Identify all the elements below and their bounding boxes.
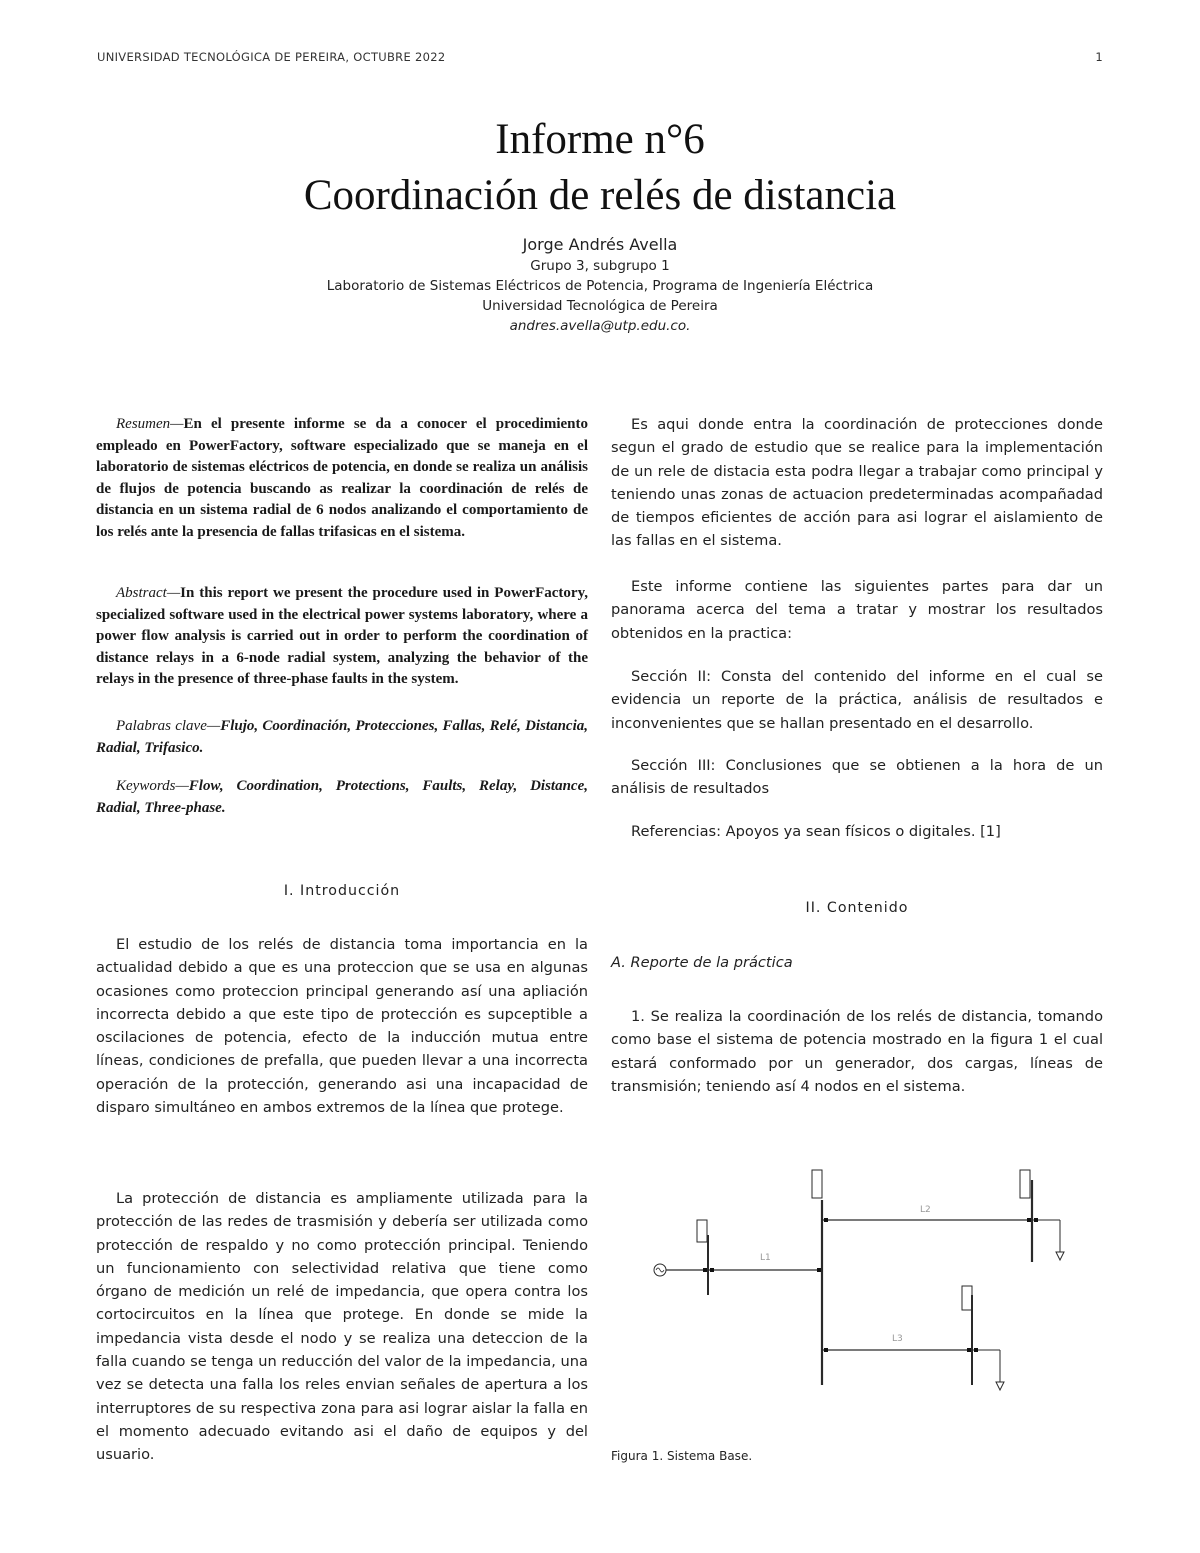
subsection-a-heading: A. Reporte de la práctica <box>611 954 793 971</box>
right-paragraph-5-box <box>611 820 1103 843</box>
section-2-heading: II. Contenido <box>805 900 909 916</box>
title-line-1: Informe n°6 <box>495 116 705 163</box>
author-block <box>0 234 1200 336</box>
running-header <box>97 50 1103 64</box>
paper-title <box>0 112 1200 224</box>
right-paragraph-1: Es aqui donde entra la coordinación de protecciones donde segun el grado de estudio que se realice para la implementación de un rele de distacia esta podra llegar a trabajar como principal y teniendo unas zonas de actuacion predeterminadas acompañadad de tiempos eficientes de acción para asi lograr el aislamiento de las fallas en el sistema. <box>611 416 1103 550</box>
bus-1-element <box>697 1220 707 1242</box>
right-paragraph-3: Sección II: Consta del contenido del informe en el cual se evidencia un reporte de la práctica, análisis de resultados e inconvenientes que se hallan presentado en el desarrollo. <box>611 668 1103 732</box>
right-paragraph-4: Sección III: Conclusiones que se obtienen a la hora de un análisis de resultados <box>611 757 1103 798</box>
figure-1-diagram <box>630 1140 1090 1415</box>
right-paragraph-2: Este informe contiene las siguientes partes para dar un panorama acerca del tema a tratar y mostrar los resultados obtenidos en la practica: <box>611 578 1103 642</box>
keywords-es-label: Palabras clave— <box>116 718 221 734</box>
bus-3-element <box>1020 1170 1030 1198</box>
author-university: Universidad Tecnológica de Pereira <box>482 298 718 314</box>
subsection-a-box <box>611 954 1103 971</box>
right-paragraph-2-box <box>611 575 1103 645</box>
title-line-2: Coordinación de relés de distancia <box>303 172 897 219</box>
abstract-en-label: Abstract— <box>116 585 181 601</box>
intro-paragraph-2: La protección de distancia es ampliamente utilizada para la protección de las redes de trasmisión y debería ser utilizada como protección de respaldo y no como protección principal. Teniendo un funcionamiento con selectividad relativa que tiene como órgano de medición un relé de impedancia, que opera contra los cortocircuitos en la línea que protege. En donde se mide la impedancia vista desde el nodo y se realiza una deteccion de la falla cuando se tenga un reducción del valor de la impedancia, una vez se detecta una falla los reles envian señales de apertura a los interruptores de su respectiva zona para asi lograr aislar la falla en el momento adecuado evitando asi el daño de equipos y del usuario. <box>96 1190 588 1464</box>
page-number: 1 <box>1095 50 1103 64</box>
intro-paragraph-2-box <box>96 1187 588 1467</box>
section-2-heading-box <box>611 900 1103 916</box>
right-paragraph-4-box <box>611 754 1103 801</box>
right-paragraph-1-box <box>611 413 1103 553</box>
abstract-es-text: En el presente informe se da a conocer el procedimiento empleado en PowerFactory, software especializado que se maneja en el laboratorio de sistemas eléctricos de potencia, en donde se realiza un análisis de flujos de potencia buscando as realizar la coordinación de relés de distancia en un sistema radial de 6 nodos analizando el comportamiento de los relés ante la presencia de fallas trifasicas en el sistema. <box>96 416 588 540</box>
bus-4-element <box>962 1286 972 1310</box>
line-l3-label: L3 <box>892 1334 903 1344</box>
bus-2-element <box>812 1170 822 1198</box>
figure-1-caption: Figura 1. Sistema Base. <box>611 1449 753 1463</box>
running-title: UNIVERSIDAD TECNOLÓGICA DE PEREIRA, OCTUBRE 2022 <box>97 50 446 64</box>
keywords-es <box>96 716 588 759</box>
figure-1-caption-box <box>611 1449 1103 1463</box>
content-paragraph-1: 1. Se realiza la coordinación de los relés de distancia, tomando como base el sistema de potencia mostrado en la figura 1 el cual estará conformado por un generador, dos cargas, líneas de transmisión; teniendo así 4 nodos en el sistema. <box>611 1008 1103 1095</box>
section-1-heading: I. Introducción <box>283 883 401 899</box>
abstract-es-label: Resumen— <box>116 416 184 432</box>
content-paragraph-1-box <box>611 1005 1103 1098</box>
keywords-en <box>96 776 588 819</box>
author-lab: Laboratorio de Sistemas Eléctricos de Potencia, Programa de Ingeniería Eléctrica <box>326 278 874 294</box>
keywords-en-text: Flow, Coordination, Protections, Faults, Relay, Distance, Radial, Three-phase. <box>96 778 588 816</box>
abstract-en-text: In this report we present the procedure used in PowerFactory, specialized software used in the electrical power systems laboratory, where a power flow analysis is carried out in order to perform the coordination of distance relays in a 6-node radial system, analyzing the behavior of the relays in the presence of three-phase faults in the system. <box>96 585 588 687</box>
abstract-es <box>96 414 588 543</box>
author-group: Grupo 3, subgrupo 1 <box>530 258 670 274</box>
right-paragraph-5: Referencias: Apoyos ya sean físicos o digitales. [1] <box>631 823 1001 840</box>
section-1-heading-box <box>96 883 588 899</box>
author-name: Jorge Andrés Avella <box>522 235 678 254</box>
right-paragraph-3-box <box>611 665 1103 735</box>
keywords-en-label: Keywords— <box>116 778 189 794</box>
line-l1-label: L1 <box>760 1253 771 1263</box>
load-2-icon <box>996 1382 1004 1390</box>
keywords-es-text: Flujo, Coordinación, Protecciones, Fallas, Relé, Distancia, Radial, Trifasico. <box>96 718 589 756</box>
load-1-icon <box>1056 1252 1064 1260</box>
intro-paragraph-1: El estudio de los relés de distancia toma importancia en la actualidad debido a que es una proteccion que se usa en algunas ocasiones como proteccion principal generando así una apliación incorrecta debido a que este tipo de protección es supceptible a oscilaciones de potencia, efecto de la inducción mutua entre líneas, condiciones de prefalla, que pueden llevar a una incorrecta operación de la protección, generando asi una incapacidad de disparo simultáneo en ambos extremos de la línea que protege. <box>96 936 588 1117</box>
author-email: andres.avella@utp.edu.co. <box>509 318 691 334</box>
intro-paragraph-1-box <box>96 933 588 1119</box>
abstract-en <box>96 583 588 691</box>
line-l2-label: L2 <box>920 1205 931 1215</box>
